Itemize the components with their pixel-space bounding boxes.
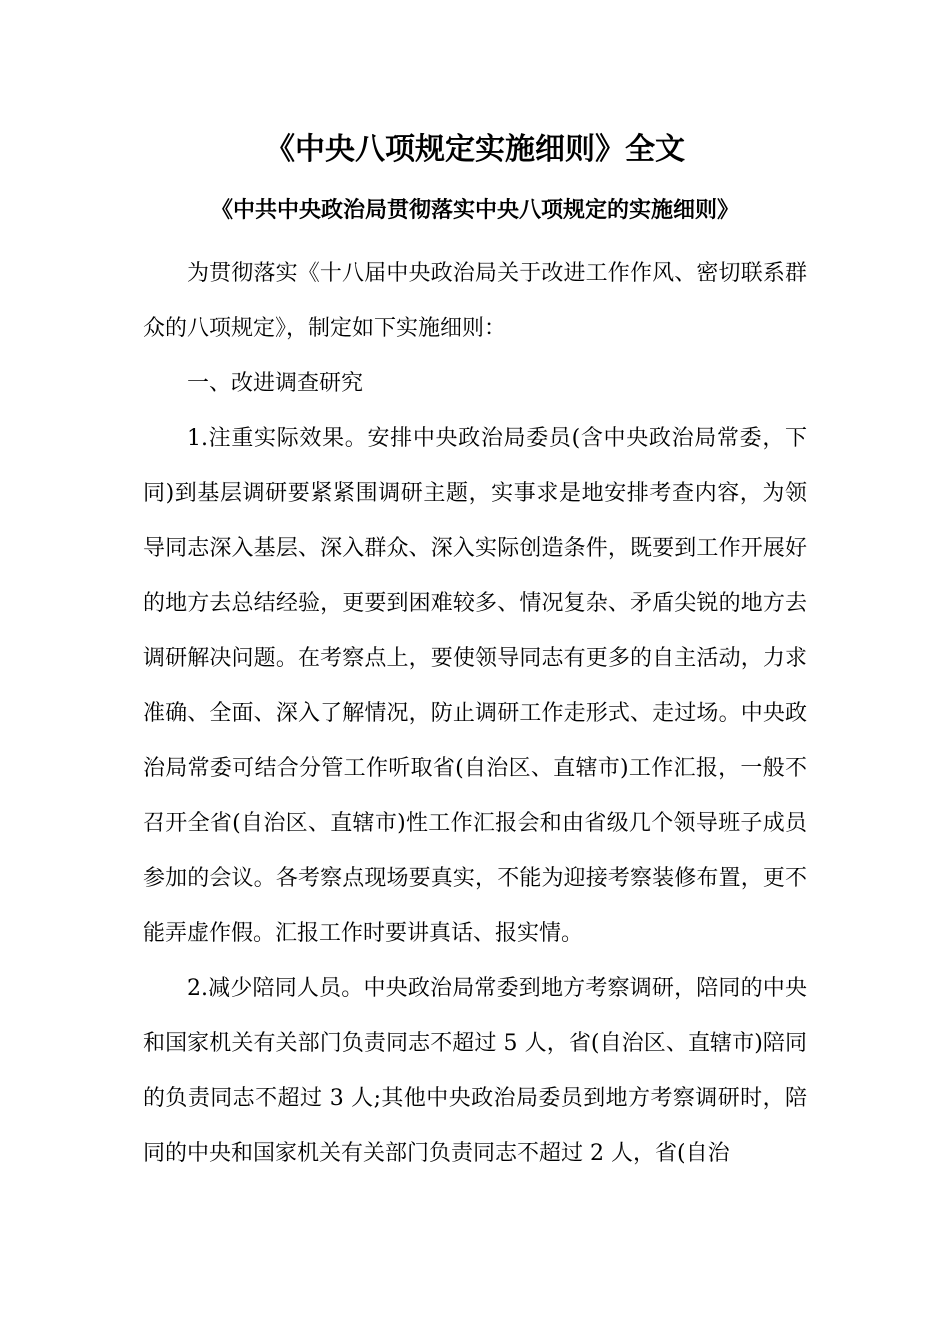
section-heading: 一、改进调查研究 [187, 371, 364, 396]
paragraph-item-2: 2.减少陪同人员。中央政治局常委到地方考察调研，陪同的中央和国家机关有关部门负责同志不超过 5 人，省(自治区、直辖市)陪同的负责同志不超过 3 人;其他中央政治局委员到地方考察调研时，陪同的中央和国家机关有关部门负责同志不超过 2 人，省(自治 [143, 976, 807, 1166]
document-subtitle: 《中共中央政治局贯彻落实中央八项规定的实施细则》 [210, 197, 739, 223]
paragraph-item-1: 1.注重实际效果。安排中央政治局委员(含中央政治局常委，下同)到基层调研要紧紧围调研主题，实事求是地安排考查内容，为领导同志深入基层、深入群众、深入实际创造条件，既要到工作开展好的地方去总结经验，更要到困难较多、情况复杂、矛盾尖锐的地方去调研解决问题。在考察点上，要使领导同志有更多的自主活动，力求准确、全面、深入了解情况，防止调研工作走形式、走过场。中央政治局常委可结合分管工作听取省(自治区、直辖市)工作汇报，一般不召开全省(自治区、直辖市)性工作汇报会和由省级几个领导班子成员参加的会议。各考察点现场要真实，不能为迎接考察装修布置，更不能弄虚作假。汇报工作时要讲真话、报实情。 [143, 426, 807, 946]
document-title: 《中央八项规定实施细则》全文 [265, 132, 685, 167]
paragraph-intro: 为贯彻落实《十八届中央政治局关于改进工作作风、密切联系群众的八项规定》，制定如下实施细则： [143, 261, 807, 341]
document-body [143, 246, 807, 1181]
